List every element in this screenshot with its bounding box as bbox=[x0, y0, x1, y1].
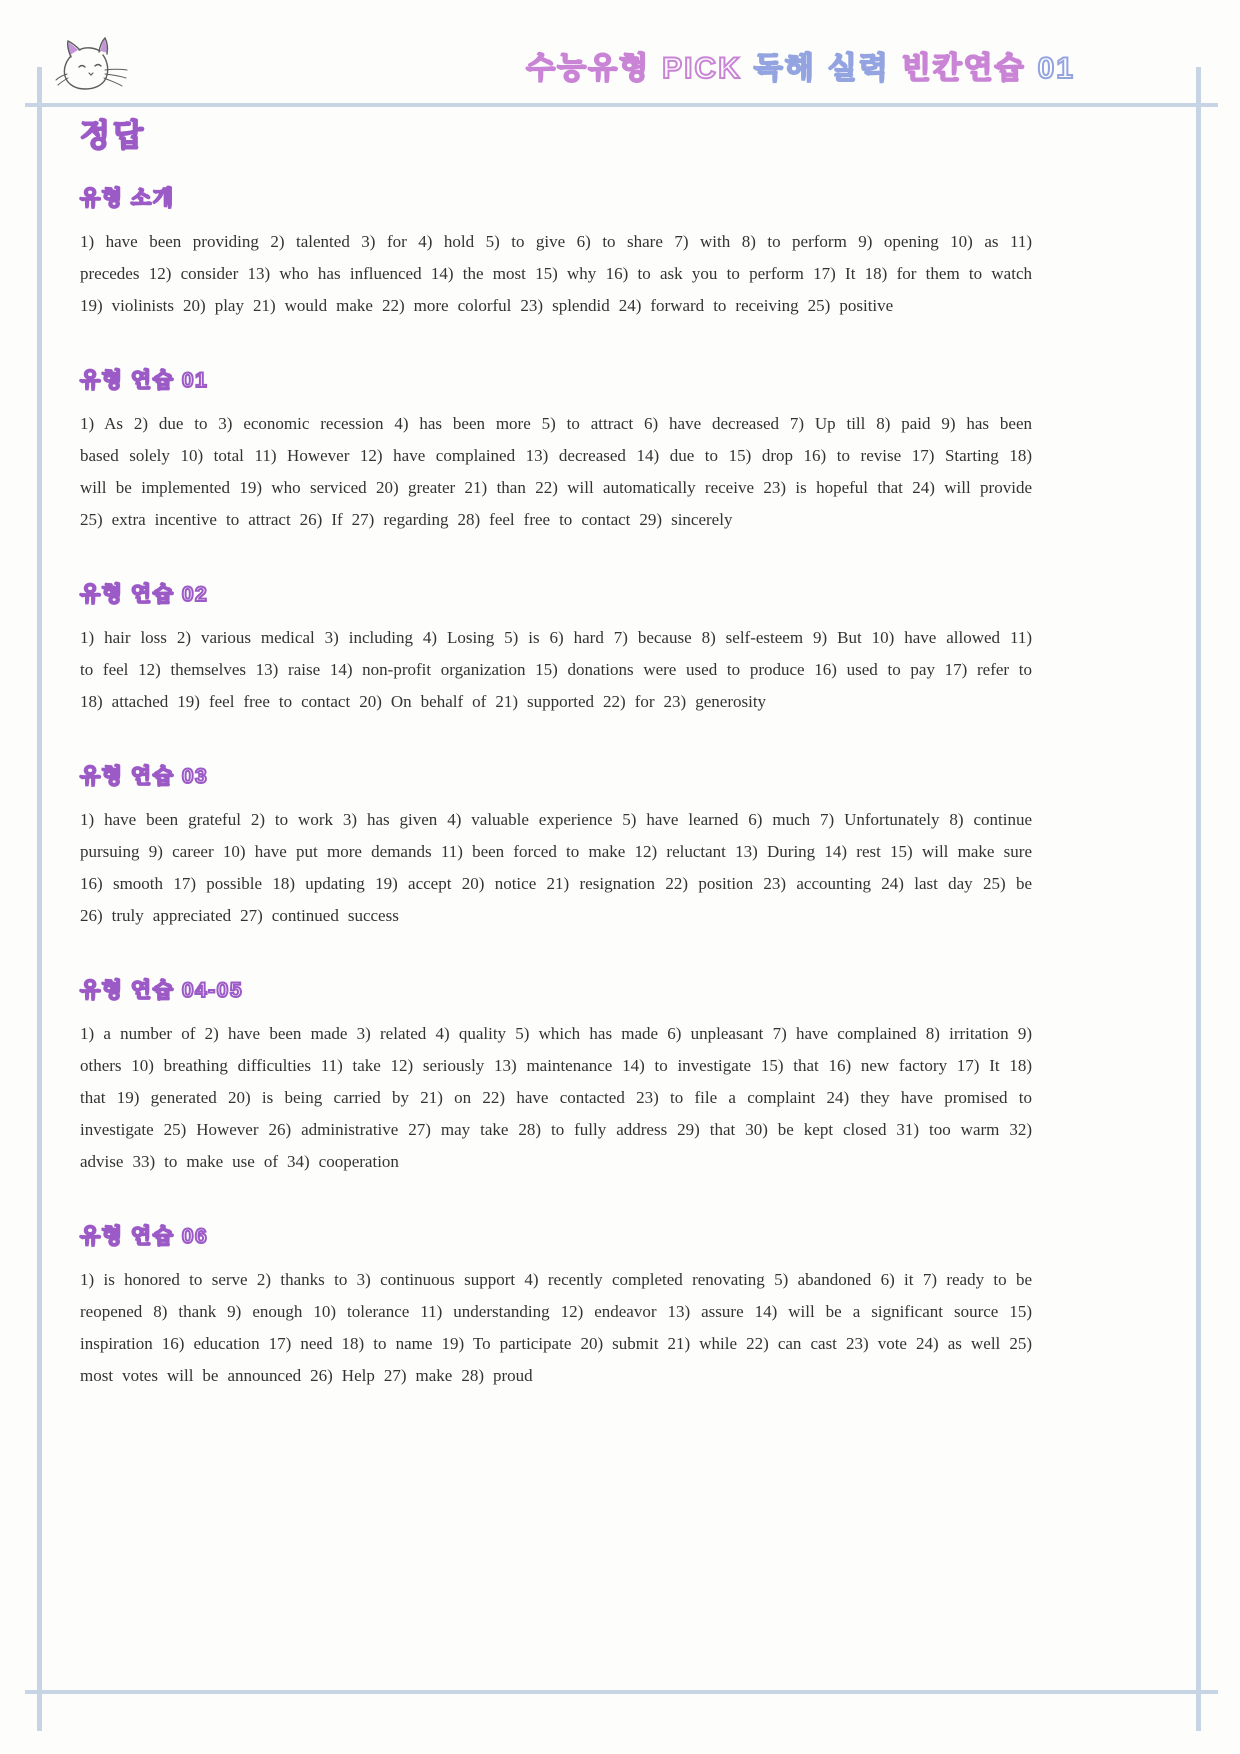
header-title-segment: 빈칸연습 bbox=[901, 52, 1026, 85]
section-answers: 1) hair loss 2) various medical 3) including 4) Losing 5) is 6) hard 7) because 8) self-esteem 9) But 10) have allowed 11) to feel 12) themselves 13) raise 14) non-profit organization 15) donations were used to produce 16) used to pay 17) refer to 18) attached 19) feel free to contact 20) On behalf of 21) supported 22) for 23) generosity bbox=[80, 628, 1032, 711]
answer-section bbox=[80, 186, 1032, 322]
border-line-top bbox=[25, 103, 1218, 107]
answer-section bbox=[80, 978, 1032, 1178]
header-title-segment: 01 bbox=[1037, 52, 1075, 85]
section-answers: 1) is honored to serve 2) thanks to 3) continuous support 4) recently completed renovating 5) abandoned 6) it 7) ready to be reopened 8) thank 9) enough 10) tolerance 11) understanding 12) endeavor 13) assure 14) will be a significant source 15) inspiration 16) education 17) need 18) to name 19) To participate 20) submit 21) while 22) can cast 23) vote 24) as well 25) most votes will be announced 26) Help 27) make 28) proud bbox=[80, 1270, 1032, 1385]
section-heading: 유형 연습 03 bbox=[80, 765, 209, 788]
border-line-bottom bbox=[25, 1690, 1218, 1694]
header-title-segment: 독해 bbox=[753, 52, 816, 85]
answer-section bbox=[80, 582, 1032, 718]
section-heading: 유형 연습 01 bbox=[80, 369, 209, 392]
header-title bbox=[514, 52, 1075, 86]
cat-doodle-icon bbox=[55, 36, 129, 105]
section-list bbox=[80, 186, 1032, 1392]
border-line-right bbox=[1196, 67, 1201, 1731]
answer-section bbox=[80, 368, 1032, 536]
section-heading: 유형 연습 02 bbox=[80, 583, 209, 606]
header-title-segment: 수능유형 bbox=[526, 52, 651, 85]
section-answers: 1) As 2) due to 3) economic recession 4) has been more 5) to attract 6) have decreased 7) Up till 8) paid 9) has been based solely 10) total 11) However 12) have complained 13) decreased 14) due to 15) drop 16) to revise 17) Starting 18) will be implemented 19) who serviced 20) greater 21) than 22) will automatically receive 23) is hopeful that 24) will provide 25) extra incentive to attract 26) If 27) regarding 28) feel free to contact 29) sincerely bbox=[80, 414, 1032, 529]
border-line-left bbox=[37, 67, 42, 1731]
header-title-segment: 실력 bbox=[827, 52, 890, 85]
answer-section bbox=[80, 764, 1032, 932]
section-answers: 1) have been grateful 2) to work 3) has given 4) valuable experience 5) have learned 6) much 7) Unfortunately 8) continue pursuing 9) career 10) have put more demands 11) been forced to make 12) reluctant 13) During 14) rest 15) will make sure 16) smooth 17) possible 18) updating 19) accept 20) notice 21) resignation 22) position 23) accounting 24) last day 25) be 26) truly appreciated 27) continued success bbox=[80, 810, 1032, 925]
answers-content bbox=[80, 116, 1032, 1392]
section-answers: 1) a number of 2) have been made 3) related 4) quality 5) which has made 6) unpleasant 7) have complained 8) irritation 9) others 10) breathing difficulties 11) take 12) seriously 13) maintenance 14) to investigate 15) that 16) new factory 17) It 18) that 19) generated 20) is being carried by 21) on 22) have contacted 23) to file a complaint 24) they have promised to investigate 25) However 26) administrative 27) may take 28) to fully address 29) that 30) be kept closed 31) too warm 32) advise 33) to make use of 34) cooperation bbox=[80, 1024, 1032, 1171]
answer-section bbox=[80, 1224, 1032, 1392]
header-title-segment: PICK bbox=[662, 52, 742, 85]
section-heading: 유형 연습 04-05 bbox=[80, 979, 244, 1002]
section-heading: 유형 소개 bbox=[80, 187, 175, 210]
page-title: 정답 bbox=[80, 118, 146, 153]
section-heading: 유형 연습 06 bbox=[80, 1225, 209, 1248]
section-answers: 1) have been providing 2) talented 3) for 4) hold 5) to give 6) to share 7) with 8) to perform 9) opening 10) as 11) precedes 12) consider 13) who has influenced 14) the most 15) why 16) to ask you to perform 17) It 18) for them to watch 19) violinists 20) play 21) would make 22) more colorful 23) splendid 24) forward to receiving 25) positive bbox=[80, 232, 1032, 315]
